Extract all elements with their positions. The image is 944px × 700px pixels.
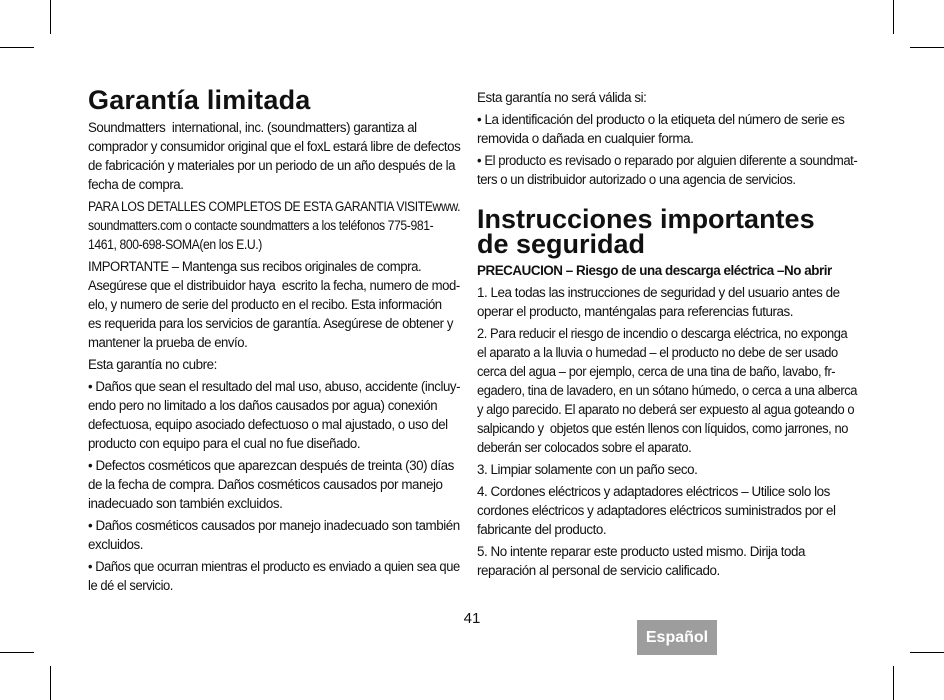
safety-instruction: 2. Para reducir el riesgo de incendio o descarga eléctrica, no exponga el aparato a la lluvia o humedad – el producto no debe de ser usado cerca del agua – por ejemplo, cerca de una tina de baño, lavabo, fr- egadero, tina de lavadero, en un sótano húmedo, o cerca a una alberca y algo parecido. El aparato no deberá ser expuesto al agua goteando o salpicando y objetos que estén llenos con líquidos, como jarrones, no deberán ser colocados sobre el aparato.	[477, 326, 858, 455]
crop-mark	[0, 47, 34, 48]
warranty-title: Garantía limitada	[88, 85, 311, 115]
crop-mark	[893, 666, 894, 700]
void-condition: • La identificación del producto o la etiqueta del número de serie es removida o dañada en cualquier forma.	[477, 112, 845, 146]
void-condition: • El producto es revisado o reparado por alguien diferente a soundmat- ters o un distribuidor autorizado o una agencia de servicios.	[477, 153, 858, 187]
crop-mark	[0, 652, 34, 653]
warranty-paragraph: PARA LOS DETALLES COMPLETOS DE ESTA GARANTIA VISITEwww. soundmatters.com o contacte soundmatters a los teléfonos 775-981- 1461, 800-698-SOMA(en los E.U.)	[88, 199, 461, 252]
warranty-column	[88, 84, 460, 598]
safety-instruction: 4. Cordones eléctricos y adaptadores eléctricos – Utilice solo los cordones eléctricos y adaptadores eléctricos suministrados por el fabricante del producto.	[477, 484, 836, 537]
crop-mark	[50, 666, 51, 700]
crop-mark	[893, 0, 894, 34]
warranty-exclusion: • Defectos cosméticos que aparezcan después de treinta (30) días de la fecha de compra. Daños cosméticos causados por manejo inadecuado son también excluidos.	[88, 458, 454, 511]
safety-title: Instrucciones importantes de seguridad	[477, 204, 815, 259]
warranty-exclusion: • Daños cosméticos causados por manejo inadecuado son también excluidos.	[88, 518, 460, 552]
crop-mark	[910, 47, 944, 48]
caution-heading: PRECAUCION – Riesgo de una descarga eléctrica –No abrir	[477, 263, 832, 278]
safety-instruction: 5. No intente reparar este producto usted mismo. Dirija toda reparación al personal de servicio calificado.	[477, 544, 806, 578]
warranty-paragraph: Esta garantía no cubre:	[88, 357, 217, 372]
warranty-paragraph: Soundmatters international, inc. (soundmatters) garantiza al comprador y consumidor original que el foxL estará libre de defectos de fabricación y materiales por un periodo de un año después de la fecha de compra.	[88, 120, 461, 192]
crop-mark	[50, 0, 51, 34]
void-intro: Esta garantía no será válida si:	[477, 90, 647, 105]
warranty-paragraph: IMPORTANTE – Mantenga sus recibos originales de compra. Asegúrese que el distribuidor haya escrito la fecha, numero de mod- elo, y numero de serie del producto en el recibo. Esta información es requerida para los servicios de garantía. Asegúrese de obtener y mantener la prueba de envío.	[88, 259, 460, 350]
language-tab: Español	[637, 620, 717, 655]
safety-instruction: 1. Lea todas las instrucciones de seguridad y del usuario antes de operar el producto, manténgalas para referencias futuras.	[477, 285, 840, 319]
safety-column	[477, 88, 857, 583]
page-number: 41	[463, 610, 481, 627]
crop-mark	[910, 652, 944, 653]
safety-instruction: 3. Limpiar solamente con un paño seco.	[477, 462, 698, 477]
warranty-exclusion: • Daños que sean el resultado del mal uso, abuso, accidente (incluy- endo pero no limitado a los daños causados por agua) conexión defectuosa, equipo asociado defectuoso o mal ajustado, o uso del producto con equipo para el cual no fue diseñado.	[88, 379, 461, 451]
warranty-exclusion: • Daños que ocurran mientras el producto es enviado a quien sea que le dé el servicio.	[88, 559, 460, 593]
